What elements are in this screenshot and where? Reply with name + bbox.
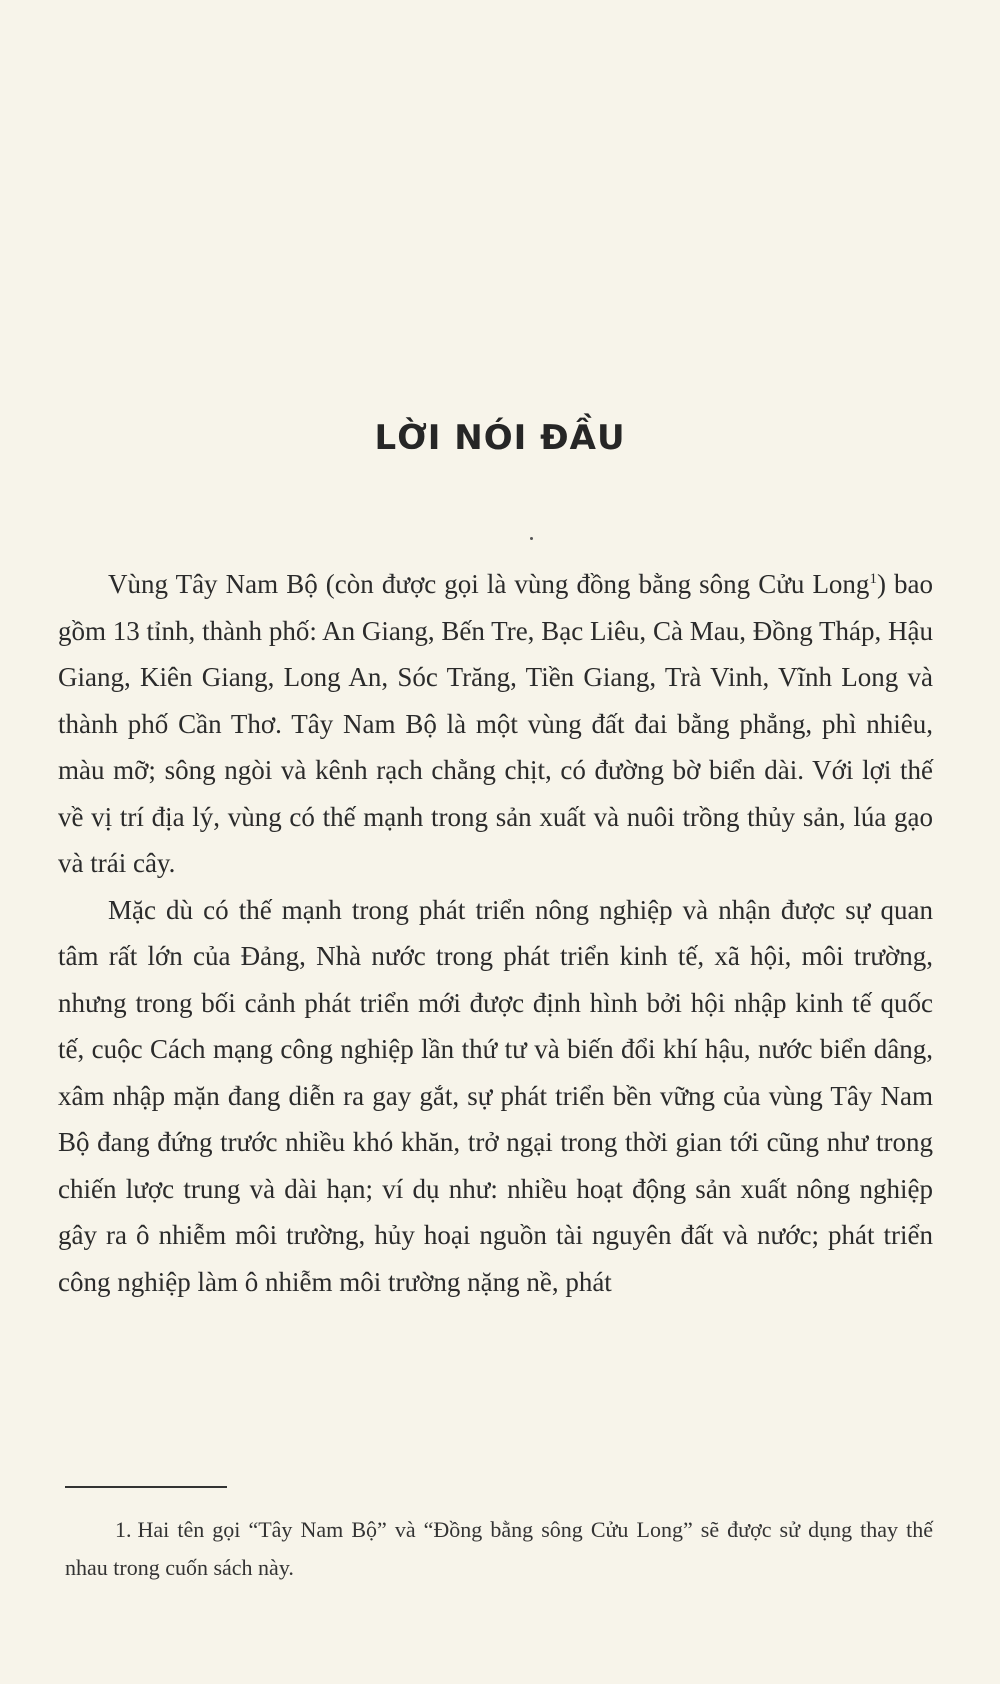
paragraph-1-part-1: Vùng Tây Nam Bộ (còn được gọi là vùng đồng bằng sông Cửu Long [108,569,870,599]
footnote-reference: 1 [869,571,877,587]
paragraph-1-part-2: ) bao gồm 13 tỉnh, thành phố: An Giang, Bến Tre, Bạc Liêu, Cà Mau, Đồng Tháp, Hậu Giang, Kiên Giang, Long An, Sóc Trăng, Tiền Giang, Trà Vinh, Vĩnh Long và thành phố Cần Thơ. Tây Nam Bộ là một vùng đất đai bằng phẳng, phì nhiêu, màu mỡ; sông ngòi và kênh rạch chằng chịt, có đường bờ biển dài. Với lợi thế về vị trí địa lý, vùng có thế mạnh trong sản xuất và nuôi trồng thủy sản, lúa gạo và trái cây. [58,569,933,878]
footnote-divider [65,1486,227,1488]
paragraph-1 [58,561,933,887]
footnote-number: 1. [115,1517,132,1542]
page-title: LỜI NÓI ĐẦU [374,418,626,458]
ink-speck [530,537,533,540]
body-text [58,561,933,1305]
paragraph-2: Mặc dù có thế mạnh trong phát triển nông nghiệp và nhận được sự quan tâm rất lớn của Đảng, Nhà nước trong phát triển kinh tế, xã hội, môi trường, nhưng trong bối cảnh phát triển mới được định hình bởi hội nhập kinh tế quốc tế, cuộc Cách mạng công nghiệp lần thứ tư và biến đổi khí hậu, nước biển dâng, xâm nhập mặn đang diễn ra gay gắt, sự phát triển bền vững của vùng Tây Nam Bộ đang đứng trước nhiều khó khăn, trở ngại trong thời gian tới cũng như trong chiến lược trung và dài hạn; ví dụ như: nhiều hoạt động sản xuất nông nghiệp gây ra ô nhiễm môi trường, hủy hoại nguồn tài nguyên đất và nước; phát triển công nghiệp làm ô nhiễm môi trường nặng nề, phát [58,894,933,1297]
footnote-text: Hai tên gọi “Tây Nam Bộ” và “Đồng bằng sông Cửu Long” sẽ được sử dụng thay thế nhau trong cuốn sách này. [65,1517,933,1580]
footnote [65,1511,933,1587]
